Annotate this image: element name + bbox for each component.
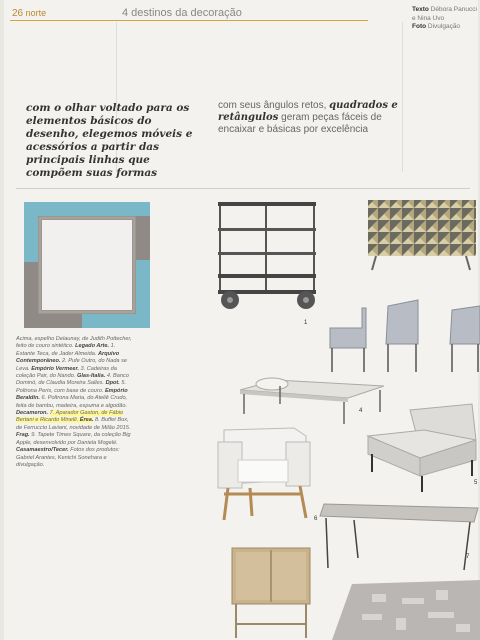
- buffet-image: [230, 544, 314, 640]
- item-number: 6: [314, 516, 318, 522]
- sideboard-image: [314, 498, 480, 574]
- item-number: 1: [304, 320, 308, 326]
- chairs-image: [322, 298, 480, 378]
- armchair-white-image: [210, 424, 320, 524]
- section-title: 4 destinos da decoração: [122, 7, 242, 19]
- page-number: 26 norte: [12, 8, 47, 19]
- item-number: 7: [466, 554, 470, 560]
- credits: Texto Débora Panucci e Nina Uvo Foto Divulgação: [412, 6, 477, 30]
- shelf-image: [214, 200, 324, 312]
- armchair-gray-image: [364, 400, 478, 496]
- magazine-page: [4, 0, 478, 640]
- product-caption: Acima, espelho Delaunay, de Judith Pottecher, feito de couro sintético. Legado Arte. 1. Estante Teca, de Jader Almeida. Arquivo Contemporâneo. 2. Pufe Outro, do Nada se Leva. Empório Vermeer. 3. Cadeiras da coleção Pair, do Nando. Glas-Italia. 4. Banco Dominó, de Claudia Moreira Salles. Dpot. 5. Poltrona Peris, com base de couro. Empório Beraldin. 6. Poltrona Maria, do Ateliê Crudo, feita de bambu, madeira, espuma e algodão. Decameron. 7. Aparador Gaston, de Fábio Bertani e Ricardo Minelli. Érea. 8. Buffet Box, de Ferruccio Laviani, novidade de Milão 2015. Frag. 9. Tapete Times Square, da coleção Big Apple, desenvolvido por Daniela Mogelé. Casamaestro/Tecer. Fotos dos produtos: Gabriel Arantes, Kenichi Sonehara e divulgação.: [16, 336, 132, 468]
- intro-right-text: com seus ângulos retos, quadrados e retângulos geram peças fáceis de encaixar e básicas por excelência: [218, 100, 398, 135]
- header-rule: [10, 20, 368, 21]
- item-number: 5: [474, 480, 478, 486]
- pouf-image: [366, 196, 478, 272]
- item-number: 4: [359, 408, 363, 414]
- section-rule: [16, 188, 470, 189]
- column-divider: [402, 22, 403, 172]
- mirror-image: [22, 200, 152, 330]
- intro-left-text: com o olhar voltado para os elementos básicos do desenho, elegemos móveis e acessórios a partir das principais linhas que compõem suas formas: [26, 102, 193, 179]
- rug-image: [332, 580, 480, 640]
